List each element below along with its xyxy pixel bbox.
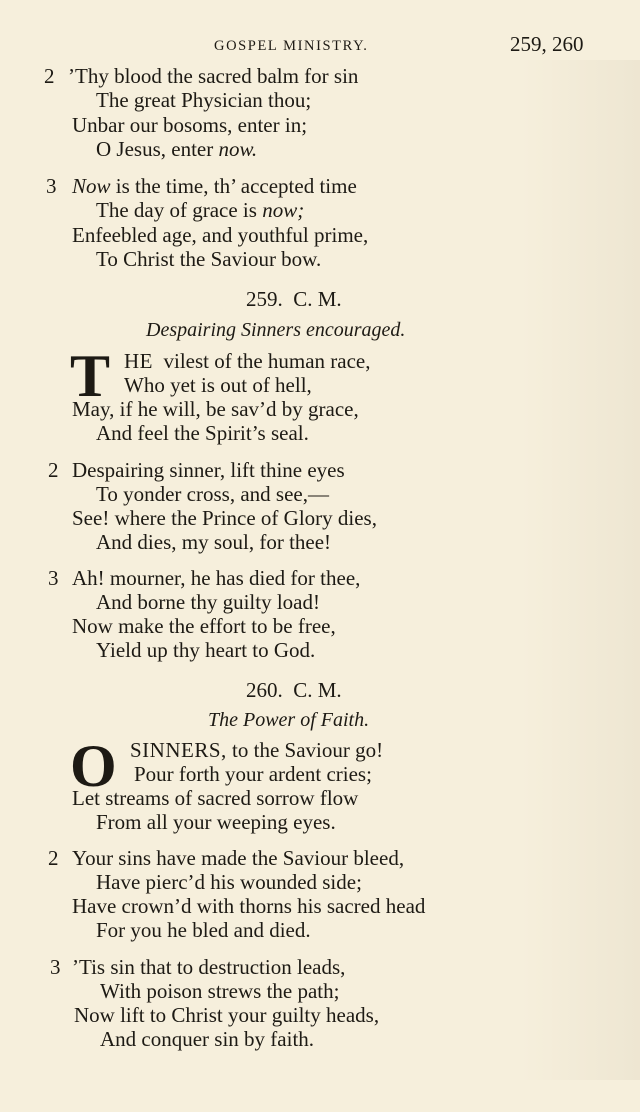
verse-line: SINNERS, to the Saviour go! [130,738,384,762]
hymn-title: The Power of Faith. [208,709,370,731]
hymn-heading: 259. C. M. [246,287,342,311]
bleed-through-shadow [520,60,640,1080]
verse-line: And feel the Spirit’s seal. [96,421,309,445]
stanza-number: 2 [48,458,59,482]
verse-line: Now make the effort to be free, [72,614,336,638]
stanza-number: 2 [44,64,55,88]
verse-line: Who yet is out of hell, [124,373,312,397]
drop-cap: T [70,343,111,409]
verse-line: For you he bled and died. [96,918,311,942]
verse-line: The great Physician thou; [96,88,312,112]
verse-line: ’Tis sin that to destruction leads, [72,955,346,979]
stanza-number: 3 [50,955,61,979]
verse-line: O Jesus, enter now. [96,137,258,161]
verse-line: Your sins have made the Saviour bleed, [72,846,405,870]
verse-line: To yonder cross, and see,— [96,482,329,506]
page-header [0,32,640,62]
verse-line: The day of grace is now; [96,198,305,222]
hymn-heading: 260. C. M. [246,678,342,702]
verse-line: From all your weeping eyes. [96,810,336,834]
running-head: GOSPEL MINISTRY. [214,38,369,54]
verse-line: Let streams of sacred sorrow flow [72,786,359,810]
verse-line: Yield up thy heart to God. [96,638,316,662]
verse-line: Have pierc’d his wounded side; [96,870,362,894]
verse-line: May, if he will, be sav’d by grace, [72,397,359,421]
page-numbers: 259, 260 [510,32,584,56]
verse-line: Despairing sinner, lift thine eyes [72,458,345,482]
verse-line: And borne thy guilty load! [96,590,320,614]
verse-line: Pour forth your ardent cries; [134,762,372,786]
verse-line: Have crown’d with thorns his sacred head [72,894,426,918]
verse-line: Now is the time, th’ accepted time [72,174,357,198]
verse-line: See! where the Prince of Glory dies, [72,506,377,530]
verse-line: Ah! mourner, he has died for thee, [72,566,361,590]
verse-line: Enfeebled age, and youthful prime, [72,223,369,247]
verse-line: And dies, my soul, for thee! [96,530,332,554]
stanza-number: 3 [48,566,59,590]
verse-line: HE vilest of the human race, [124,349,371,373]
verse-line: Now lift to Christ your guilty heads, [74,1003,380,1027]
drop-cap: O [70,733,117,799]
verse-line: To Christ the Saviour bow. [96,247,322,271]
verse-line: Unbar our bosoms, enter in; [72,113,308,137]
verse-line: ’Thy blood the sacred balm for sin [68,64,359,88]
hymn-title: Despairing Sinners encouraged. [146,319,406,341]
stanza-number: 3 [46,174,57,198]
stanza-number: 2 [48,846,59,870]
verse-line: And conquer sin by faith. [100,1027,315,1051]
verse-line: With poison strews the path; [100,979,340,1003]
